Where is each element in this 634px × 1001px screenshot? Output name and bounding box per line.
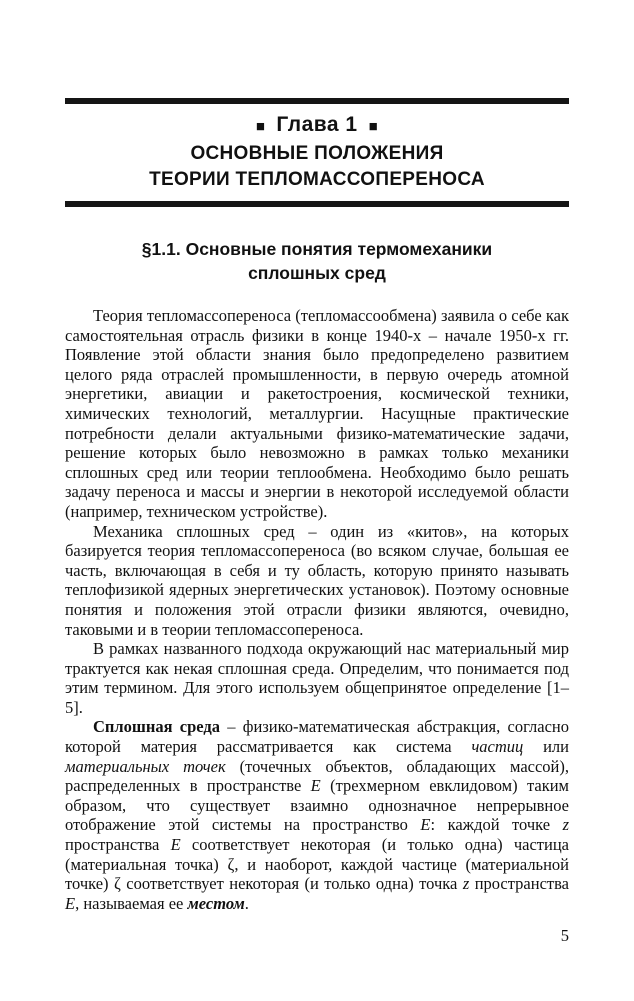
text-run: В рамках названного подхода окружающий нас материальный мир трактуется как некая сплошная среда. Определим, что понимается под этим термином. Для этого используем общепринятое определение [1–5]. (65, 639, 569, 717)
chapter-label-row (65, 113, 569, 137)
text-run: . (244, 893, 249, 913)
text-run: пространства (65, 835, 171, 855)
text-run: Теория тепломассопереноса (тепломассообмена) заявила о себе как самостоятельная отрасль физики в конце 1940-х – начале 1950-х гг. Появление этой области знания было предопределено развитием целого ряда отраслей промышленности, в первую очередь атомной энергетики, авиации и ракетостроения, космической техники, химических технологий, металлургии. Насущные практические потребности делали актуальными физико-математические задачи, решение которых было невозможно в рамках только механики сплошных сред или теории теплообмена. Необходимо было решать задачу переноса и массы и энергии в некоторой исследуемой области (например, техническом устройстве). (65, 306, 569, 521)
text-run: материальных точек (65, 756, 226, 776)
body-paragraph (65, 717, 569, 913)
chapter-title (65, 141, 569, 193)
section-heading-line1: §1.1. Основные понятия термомеханики (141, 239, 493, 259)
text-run: Механика сплошных сред – один из «китов», на которых базируется теория тепломассопереноса (во всяком случае, большая ее часть, включающая в себя и ту область, которую принято называть теплофизикой ядерных энергетических установок). Поэтому основные понятия и положения этой отрасли физики являются, очевидно, таковыми и в теории тепломассопереноса. (65, 521, 569, 639)
chapter-label: Глава 1 (276, 113, 358, 136)
text-run: местом (187, 893, 245, 913)
square-marker-icon: ■ (368, 117, 379, 135)
body-paragraph (65, 639, 569, 717)
text-run: , называемая ее (75, 893, 188, 913)
chapter-title-line2: ТЕОРИИ ТЕПЛОМАССОПЕРЕНОСА (149, 169, 485, 190)
text-run: z (562, 815, 569, 835)
text-run: пространства (469, 874, 570, 894)
square-marker-icon: ■ (255, 117, 266, 135)
section-heading (65, 237, 569, 285)
top-rule (65, 98, 569, 104)
text-run: Сплошная среда (93, 717, 220, 737)
text-run: E (310, 776, 321, 796)
body-text (65, 306, 569, 913)
text-run: частиц (471, 737, 524, 757)
text-run: E (420, 815, 431, 835)
section-heading-line2: сплошных сред (248, 263, 386, 283)
text-run: E (65, 893, 76, 913)
body-paragraph (65, 306, 569, 522)
text-run: E (170, 835, 181, 855)
chapter-title-line1: ОСНОВНЫЕ ПОЛОЖЕНИЯ (190, 143, 444, 164)
text-run: соответствует некоторая (и только одна) частица (материальная точка) ζ, и наоборот, каждой частице (материальной точке) ζ соответствует некоторая (и только одна) точка (65, 835, 569, 894)
text-run: z (462, 874, 470, 894)
body-paragraph (65, 522, 569, 640)
text-run: : каждой точке (430, 815, 563, 835)
bottom-rule (65, 201, 569, 207)
text-run: – физико-математическая абстракция, согласно которой материя рассматривается как система (65, 717, 569, 757)
page-content (65, 0, 569, 913)
page-number: 5 (560, 926, 569, 945)
chapter-header (65, 98, 569, 207)
text-run: (трехмерном евклидовом) таким образом, что существует взаимно однозначное непрерывное отображение этой системы на пространство (65, 776, 569, 835)
text-run: или (523, 737, 569, 757)
text-run: (точечных объектов, обладающих массой), распределенных в пространстве (65, 756, 569, 796)
